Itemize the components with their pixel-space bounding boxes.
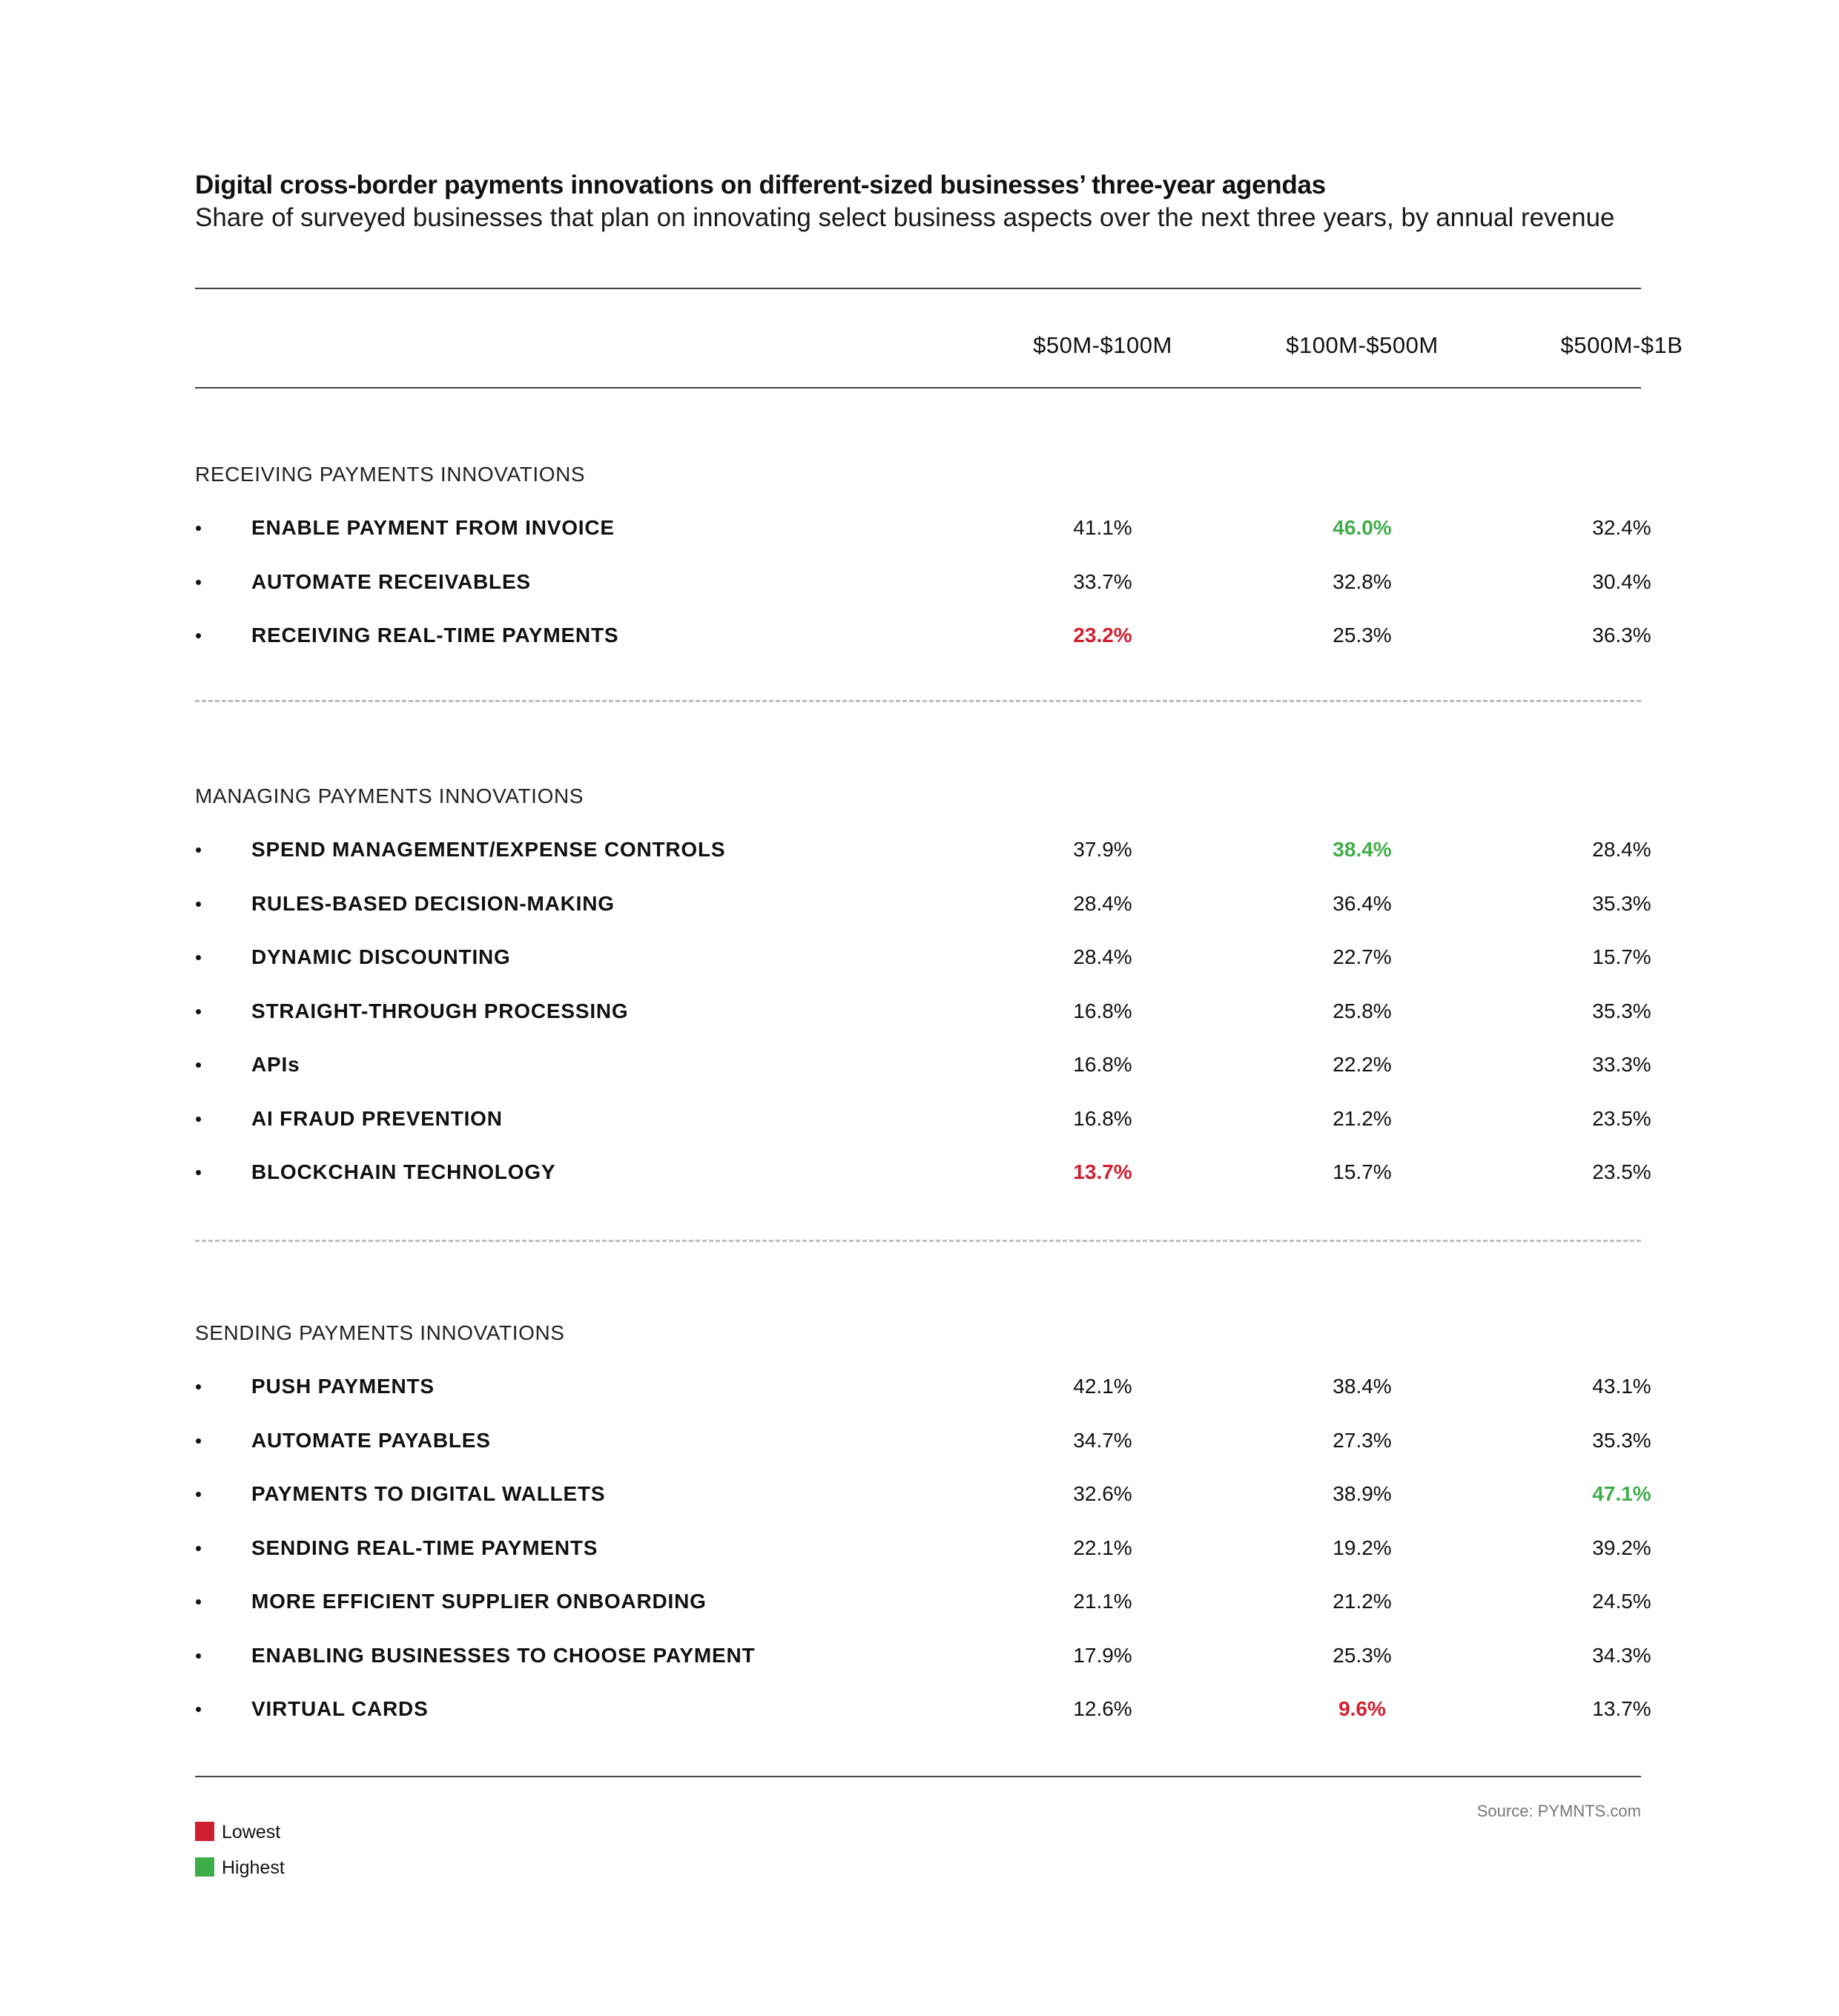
value-cell: 38.4%: [1333, 1375, 1392, 1398]
value-cell: 38.9%: [1333, 1482, 1392, 1505]
bullet-icon: •: [195, 1375, 202, 1398]
section-title: SENDING PAYMENTS INNOVATIONS: [195, 1321, 565, 1344]
bullet-icon: •: [195, 892, 202, 915]
value-cell-lowest: 9.6%: [1338, 1697, 1386, 1720]
row-label: DYNAMIC DISCOUNTING: [251, 945, 511, 968]
chart-container: [195, 169, 1683, 1878]
value-cell: 24.5%: [1592, 1590, 1651, 1613]
value-cell-lowest: 13.7%: [1073, 1160, 1132, 1183]
row-label: SPEND MANAGEMENT/EXPENSE CONTROLS: [251, 838, 726, 861]
bullet-icon: •: [195, 999, 202, 1022]
bullet-icon: •: [195, 1536, 202, 1559]
table-row: [195, 621, 1651, 675]
bullet-icon: •: [195, 1698, 202, 1720]
value-cell: 35.3%: [1592, 891, 1651, 915]
value-cell: 25.8%: [1333, 999, 1392, 1022]
value-cell: 34.3%: [1592, 1643, 1651, 1667]
value-cell: 15.7%: [1592, 945, 1651, 968]
bullet-icon: •: [195, 1107, 202, 1130]
value-cell: 25.3%: [1333, 624, 1392, 647]
value-cell: 21.1%: [1073, 1590, 1132, 1613]
table-row: [195, 1372, 1651, 1426]
highest-swatch: [195, 1857, 214, 1877]
table-row: [195, 567, 1651, 621]
bullet-icon: •: [195, 1644, 202, 1667]
legend-highest-label: Highest: [222, 1857, 285, 1878]
value-cell-highest: 47.1%: [1592, 1482, 1651, 1505]
value-cell: 16.8%: [1073, 1106, 1132, 1130]
row-label: BLOCKCHAIN TECHNOLOGY: [251, 1160, 556, 1183]
row-label: PUSH PAYMENTS: [251, 1375, 435, 1398]
table-row: [195, 1479, 1651, 1533]
value-cell: 41.1%: [1073, 516, 1132, 539]
value-cell: 22.7%: [1333, 945, 1392, 968]
row-label: AUTOMATE PAYABLES: [251, 1428, 491, 1452]
value-cell: 16.8%: [1073, 1053, 1132, 1076]
table-row: [195, 889, 1651, 943]
table-row: [195, 1426, 1651, 1480]
value-cell: 21.2%: [1333, 1106, 1392, 1130]
value-cell: 35.3%: [1592, 999, 1651, 1022]
table-row: [195, 1533, 1651, 1587]
header-top-rule: [195, 288, 1641, 289]
table-row: [195, 942, 1651, 997]
table-row: [195, 1104, 1651, 1158]
row-label: STRAIGHT-THROUGH PROCESSING: [251, 999, 629, 1022]
table-row: [195, 1641, 1651, 1695]
table-row: [195, 513, 1651, 567]
header-bottom-rule: [195, 387, 1641, 389]
row-label: ENABLE PAYMENT FROM INVOICE: [251, 516, 615, 539]
bullet-icon: •: [195, 1590, 202, 1613]
value-cell: 19.2%: [1333, 1536, 1392, 1559]
legend-lowest: [195, 1821, 280, 1843]
section-1: [195, 460, 1651, 675]
legend-highest: [195, 1857, 285, 1879]
lowest-swatch: [195, 1822, 214, 1841]
value-cell: 30.4%: [1592, 569, 1651, 593]
value-cell: 43.1%: [1592, 1375, 1651, 1398]
legend-lowest-label: Lowest: [222, 1822, 281, 1843]
bullet-icon: •: [195, 624, 202, 647]
row-label: AUTOMATE RECEIVABLES: [251, 569, 531, 593]
row-label: AI FRAUD PREVENTION: [251, 1106, 503, 1130]
bullet-icon: •: [195, 1054, 202, 1076]
bullet-icon: •: [195, 839, 202, 861]
table-row: [195, 1587, 1651, 1641]
table-row: [195, 1157, 1651, 1212]
row-label: VIRTUAL CARDS: [251, 1697, 429, 1720]
table-row: [195, 1694, 1651, 1748]
value-cell-highest: 38.4%: [1333, 838, 1392, 861]
section-title: MANAGING PAYMENTS INNOVATIONS: [195, 784, 584, 807]
bullet-icon: •: [195, 570, 202, 593]
value-cell-highest: 46.0%: [1333, 516, 1392, 539]
value-cell: 35.3%: [1592, 1428, 1651, 1452]
section-divider: [195, 1240, 1641, 1242]
value-cell: 34.7%: [1073, 1428, 1132, 1452]
value-cell: 23.5%: [1592, 1106, 1651, 1130]
value-cell: 28.4%: [1073, 891, 1132, 915]
value-cell: 36.3%: [1592, 624, 1651, 647]
section-divider: [195, 700, 1641, 702]
value-cell: 37.9%: [1073, 838, 1132, 861]
bullet-icon: •: [195, 1161, 202, 1183]
column-header-50m-100m: $50M-$100M: [1033, 332, 1172, 358]
bullet-icon: •: [195, 1429, 202, 1452]
value-cell: 15.7%: [1333, 1160, 1392, 1183]
value-cell: 22.2%: [1333, 1053, 1392, 1076]
table-bottom-rule: [195, 1776, 1641, 1777]
value-cell: 33.3%: [1592, 1053, 1651, 1076]
section-2: [195, 781, 1651, 1212]
row-label: RULES-BASED DECISION-MAKING: [251, 891, 615, 915]
value-cell: 23.5%: [1592, 1160, 1651, 1183]
row-label: ENABLING BUSINESSES TO CHOOSE PAYMENT: [251, 1643, 756, 1667]
section-3: [195, 1318, 1651, 1748]
row-label: PAYMENTS TO DIGITAL WALLETS: [251, 1482, 606, 1505]
value-cell: 28.4%: [1073, 945, 1132, 968]
section-title: RECEIVING PAYMENTS INNOVATIONS: [195, 463, 586, 486]
value-cell: 32.6%: [1073, 1482, 1132, 1505]
bullet-icon: •: [195, 517, 202, 539]
value-cell: 16.8%: [1073, 999, 1132, 1022]
value-cell: 12.6%: [1073, 1697, 1132, 1720]
value-cell-lowest: 23.2%: [1073, 624, 1132, 647]
value-cell: 39.2%: [1592, 1536, 1651, 1559]
value-cell: 42.1%: [1073, 1375, 1132, 1398]
table-row: [195, 835, 1651, 889]
value-cell: 13.7%: [1592, 1697, 1651, 1720]
value-cell: 28.4%: [1592, 838, 1651, 861]
value-cell: 32.4%: [1592, 516, 1651, 539]
value-cell: 25.3%: [1333, 1643, 1392, 1667]
bullet-icon: •: [195, 946, 202, 968]
bullet-icon: •: [195, 1483, 202, 1505]
value-cell: 32.8%: [1333, 569, 1392, 593]
row-label: APIs: [251, 1053, 300, 1076]
row-label: RECEIVING REAL-TIME PAYMENTS: [251, 624, 619, 647]
value-cell: 17.9%: [1073, 1643, 1132, 1667]
column-header-100m-500m: $100M-$500M: [1286, 332, 1439, 358]
chart-title: Digital cross-border payments innovations on different-sized businesses’ three-year agendas: [195, 171, 1326, 199]
chart-subtitle: Share of surveyed businesses that plan on innovating select business aspects over the next three years, by annual revenue: [195, 203, 1615, 232]
column-header-500m-1b: $500M-$1B: [1560, 332, 1683, 358]
value-cell: 27.3%: [1333, 1428, 1392, 1452]
row-label: SENDING REAL-TIME PAYMENTS: [251, 1536, 598, 1559]
value-cell: 36.4%: [1333, 891, 1392, 915]
table-row: [195, 997, 1651, 1051]
table-row: [195, 1050, 1651, 1104]
source-note: Source: PYMNTS.com: [1476, 1802, 1641, 1820]
value-cell: 22.1%: [1073, 1536, 1132, 1559]
value-cell: 21.2%: [1333, 1590, 1392, 1613]
row-label: MORE EFFICIENT SUPPLIER ONBOARDING: [251, 1590, 707, 1613]
value-cell: 33.7%: [1073, 569, 1132, 593]
